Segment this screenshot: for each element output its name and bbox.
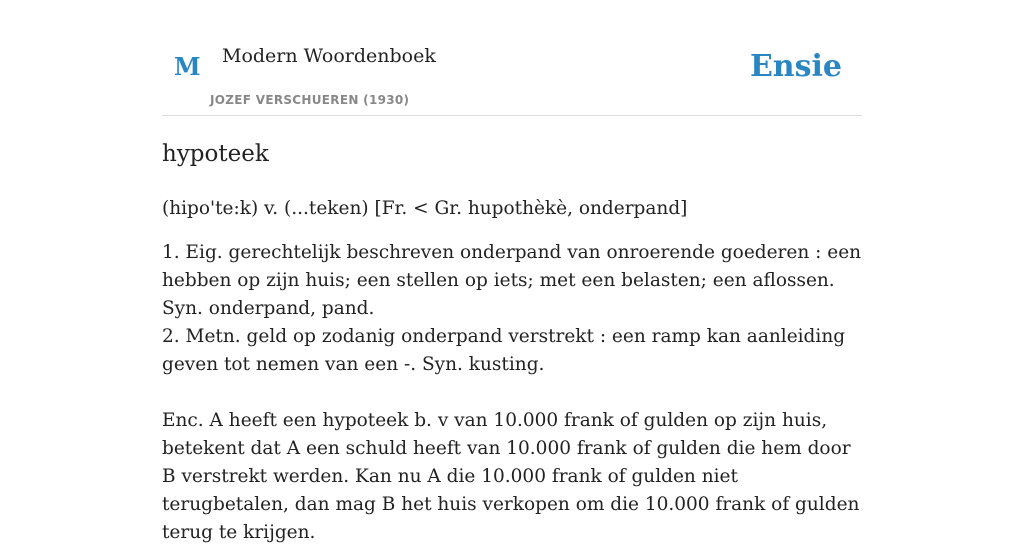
definition-item: 2. Metn. geld op zodanig onderpand verstrekt : een ramp kan aanleiding geven tot nemen van een -. Syn. kusting. — [162, 326, 846, 375]
entry-headword: hypoteek — [162, 141, 269, 167]
dictionary-header — [162, 0, 862, 116]
dictionary-logo-icon[interactable]: M — [174, 52, 201, 81]
paragraph-spacer — [162, 379, 862, 407]
definition-item: 1. Eig. gerechtelijk beschreven onderpand van onroerende goederen : een hebben op zijn huis; een stellen op iets; met een belasten; een aflossen. Syn. onderpand, pand. — [162, 242, 862, 319]
encyclopedic-note: Enc. A heeft een hypoteek b. v van 10.000 frank of gulden op zijn huis, betekent dat A een schuld heeft van 10.000 frank of gulden die hem door B verstrekt werden. Kan nu A die 10.000 frank of gulden niet terugbetalen, dan mag B het huis verkopen om die 10.000 frank of gulden terug te krijgen. — [162, 410, 860, 543]
dictionary-title-link[interactable]: Modern Woordenboek — [222, 45, 436, 67]
ensie-logo-link[interactable]: Ensie — [749, 49, 842, 84]
entry-etymology: (hipo'te:k) v. (...teken) [Fr. < Gr. hupothèkè, onderpand] — [162, 198, 688, 219]
dictionary-author: JOZEF VERSCHUEREN (1930) — [210, 93, 410, 107]
entry-definitions — [162, 239, 862, 547]
page-container — [162, 0, 862, 543]
